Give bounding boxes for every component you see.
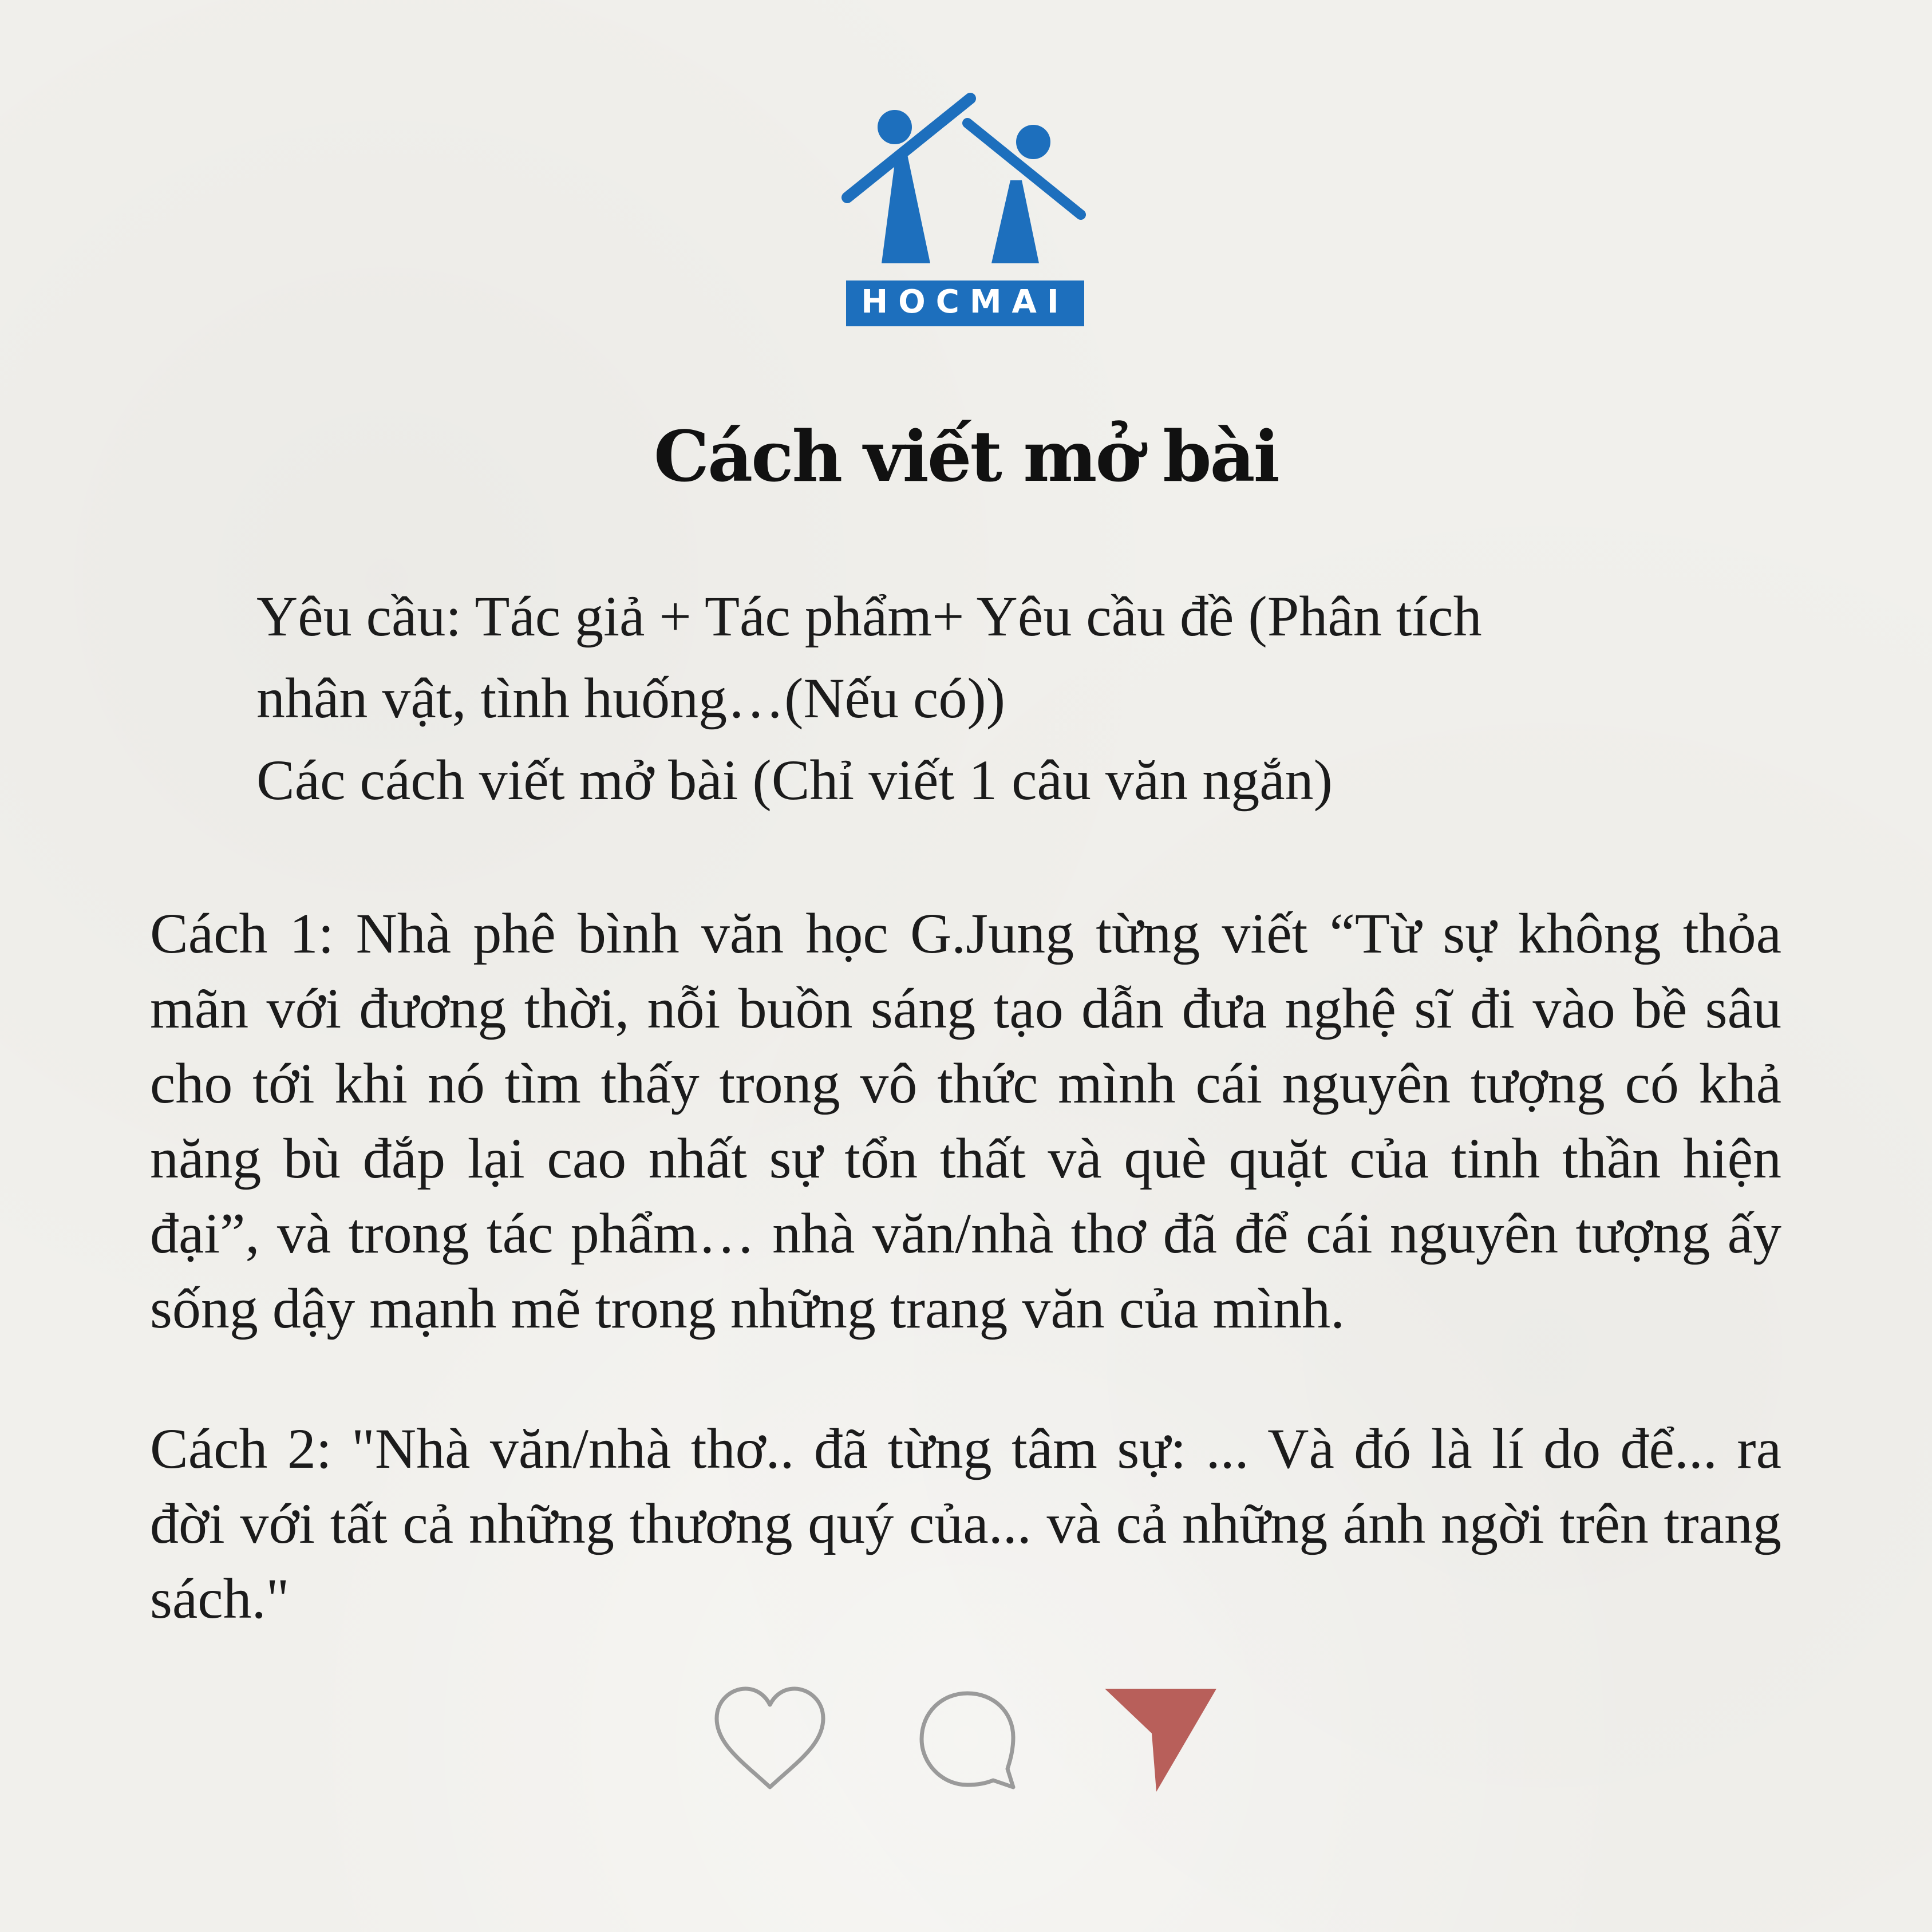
requirement-line: nhân vật, tình huống…(Nếu có))	[256, 666, 1006, 730]
comment-button[interactable]	[907, 1683, 1028, 1797]
requirement-line: Các cách viết mở bài (Chỉ viết 1 câu văn ngắn)	[256, 748, 1333, 812]
method-2-paragraph: Cách 2: "Nhà văn/nhà thơ.. đã từng tâm sự: ... Và đó là lí do để... ra đời với tất cả những thương quý của... và cả những ánh ngời trên trang sách."	[150, 1417, 1781, 1630]
send-icon	[1099, 1683, 1219, 1797]
action-bar	[0, 1683, 1932, 1797]
comment-icon	[907, 1683, 1028, 1797]
hocmai-logo-icon	[841, 92, 1088, 332]
requirements-block	[256, 575, 1659, 821]
heart-icon	[710, 1683, 830, 1797]
method-1-paragraph: Cách 1: Nhà phê bình văn học G.Jung từng viết “Từ sự không thỏa mãn với đương thời, nỗi buồn sáng tạo dẫn đưa nghệ sĩ đi vào bề sâu cho tới khi nó tìm thấy trong vô thức mình cái nguyên tượng có khả năng bù đắp lại cao nhất sự tổn thất và què quặt của tinh thần hiện đại”, và trong tác phẩm… nhà văn/nhà thơ đã để cái nguyên tượng ấy sống dậy mạnh mẽ trong những trang văn của mình.	[150, 902, 1781, 1340]
page-title: Cách viết mở bài	[654, 415, 1278, 497]
requirement-line: Yêu cầu: Tác giả + Tác phẩm+ Yêu cầu đề (Phân tích	[256, 584, 1482, 648]
like-button[interactable]	[710, 1683, 830, 1797]
hocmai-logo	[841, 92, 1088, 332]
logo-brand-text: HOCMAI	[861, 283, 1069, 321]
share-button[interactable]	[1099, 1683, 1219, 1797]
